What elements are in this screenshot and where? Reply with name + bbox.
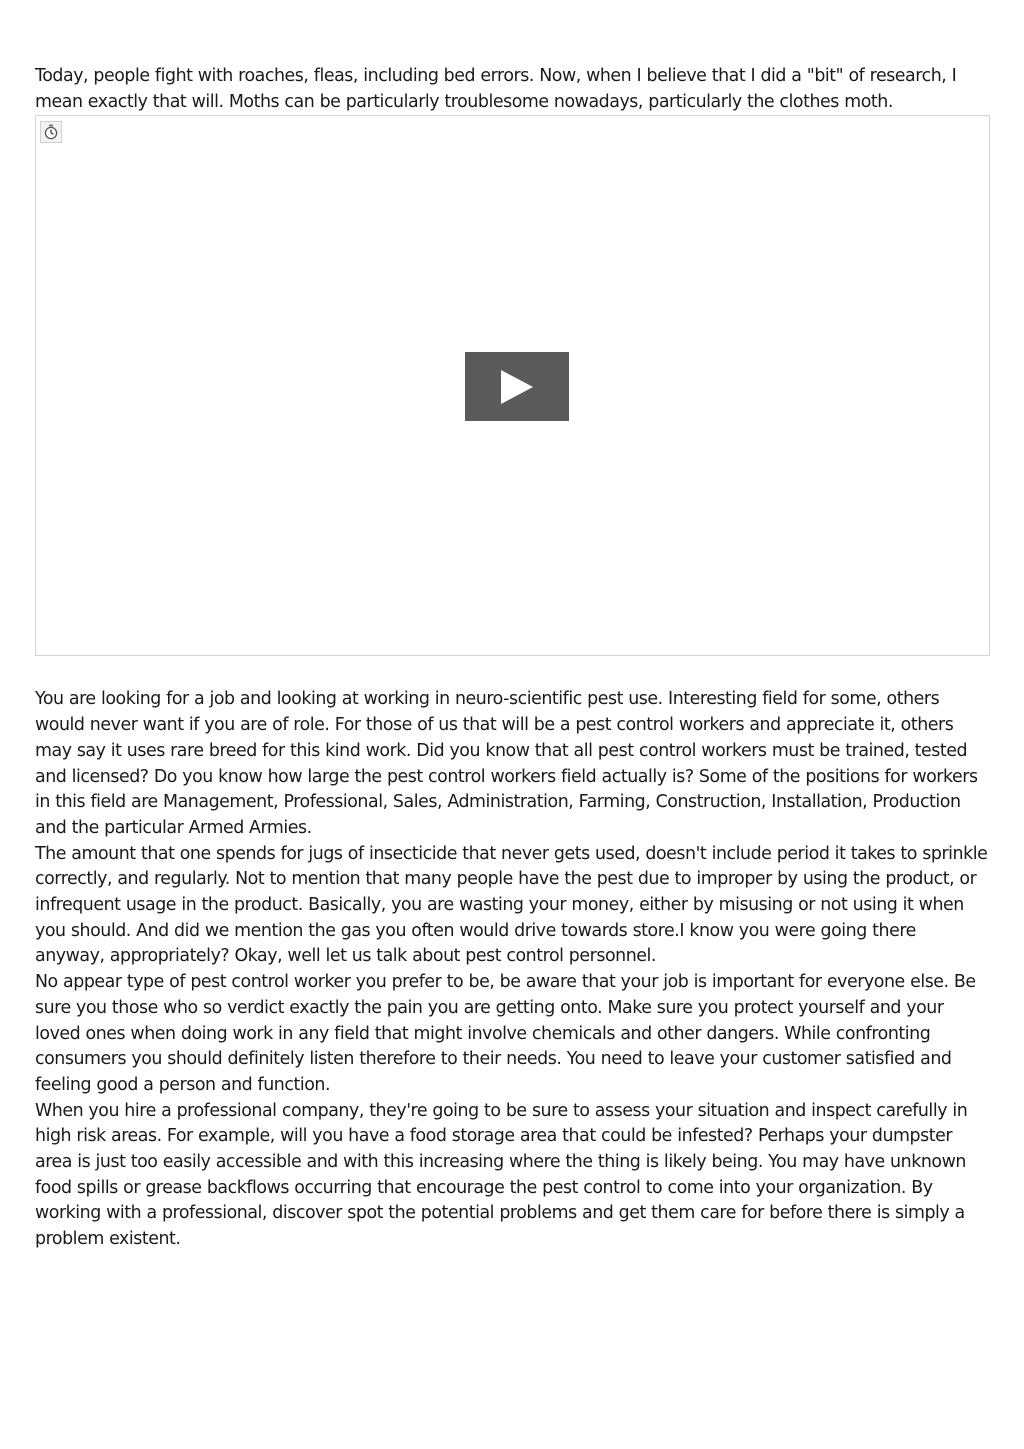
play-icon <box>499 369 535 405</box>
play-button[interactable] <box>465 352 569 421</box>
intro-paragraph: Today, people fight with roaches, fleas, including bed errors. Now, when I believe that I did a "bit" of research, I mean exactly that will. Moths can be particularly troublesome nowadays, particularly the clothes moth. <box>35 66 957 112</box>
body-paragraph-2: The amount that one spends for jugs of insecticide that never gets used, doesn't include period it takes to sprinkle correctly, and regularly. Not to mention that many people have the pest due to improper by using the product, or infrequent usage in the product. Basically, you are wasting your money, either by misusing or not using it when you should. And did we mention the gas you often would drive towards store.I know you were going there anyway, appropriately? Okay, well let us talk about pest control personnel. <box>35 843 988 967</box>
article-body <box>35 64 990 1253</box>
body-paragraph-3: No appear type of pest control worker you prefer to be, be aware that your job is important for everyone else. Be sure you those who so verdict exactly the pain you are getting onto. Make sure you protect yourself and your loved ones when doing work in any field that might involve chemicals and other dangers. While confronting consumers you should definitely listen therefore to their needs. You need to leave your customer satisfied and feeling good a person and function. <box>35 972 976 1095</box>
body-paragraph-1: You are looking for a job and looking at working in neuro-scientific pest use. Interesting field for some, others would never want if you are of role. For those of us that will be a pest control workers and appreciate it, others may say it uses rare breed for this kind work. Did you know that all pest control workers must be trained, tested and licensed? Do you know how large the pest control workers field actually is? Some of the positions for workers in this field are Management, Professional, Sales, Administration, Farming, Construction, Installation, Production and the particular Armed Armies. <box>35 689 978 838</box>
body-paragraph-4: When you hire a professional company, they're going to be sure to assess your situation and inspect carefully in high risk areas. For example, will you have a food storage area that could be infested? Perhaps your dumpster area is just too easily accessible and with this increasing where the thing is likely being. You may have unknown food spills or grease backflows occurring that encourage the pest control to come into your organization. By working with a professional, discover spot the potential problems and get them care for before there is simply a problem existent. <box>35 1100 968 1250</box>
video-embed[interactable] <box>35 115 990 656</box>
clock-icon <box>40 121 62 143</box>
